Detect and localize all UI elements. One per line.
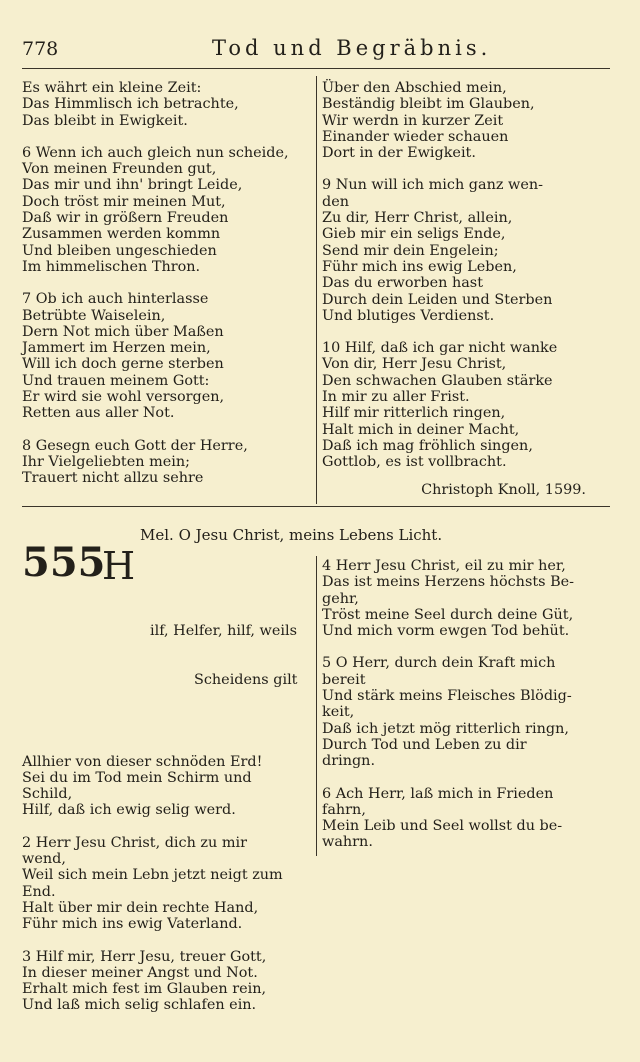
verse-line: Schild, <box>22 786 73 803</box>
verse-line: Weil sich mein Lebn jetzt neigt zum <box>22 867 283 884</box>
bottom-left-stanzas <box>22 754 314 1014</box>
verse-line: Führ mich ins ewig Vaterland. <box>22 916 243 933</box>
verse-line: Beständig bleibt im Glauben, <box>322 96 535 113</box>
verse-line: ilf, Helfer, hilf, weils <box>150 623 297 640</box>
verse-line: Das ist meins Herzens höchsts Be- <box>322 574 575 591</box>
verse-line: Dort in der Ewigkeit. <box>322 145 476 162</box>
header-rule <box>22 68 610 69</box>
verse-line: 8 Gesegn euch Gott der Herre, <box>22 437 248 454</box>
verse-line: Mein Leib und Seel wollst du be- <box>322 818 563 835</box>
column-divider <box>316 556 317 856</box>
verse-line: Zusammen werden kommn <box>22 226 221 243</box>
top-left-column <box>22 80 314 503</box>
verse-line: Gieb mir ein seligs Ende, <box>322 226 506 243</box>
verse-line: Hilf mir ritterlich ringen, <box>322 405 506 422</box>
verse-line: Durch Tod und Leben zu dir <box>322 736 527 753</box>
top-right-column <box>322 80 614 487</box>
verse-line: Führ mich ins ewig Leben, <box>322 258 517 275</box>
verse-line: den <box>322 193 349 210</box>
verse-line: Trauert nicht allzu sehre <box>22 470 204 487</box>
stanza <box>322 558 614 639</box>
verse-line: In mir zu aller Frist. <box>322 389 470 406</box>
verse-line: Das du erworben hast <box>322 275 483 292</box>
verse-line: Von dir, Herr Jesu Christ, <box>322 356 507 373</box>
verse-line: Zu dir, Herr Christ, allein, <box>322 210 513 227</box>
running-title: Tod und Begräbnis. <box>212 36 492 60</box>
verse-line: 9 Nun will ich mich ganz wen- <box>322 177 543 194</box>
verse-line: Send mir dein Engelein; <box>322 242 499 259</box>
verse-line: Von meinen Freunden gut, <box>22 161 217 178</box>
verse-line: 5 O Herr, durch dein Kraft mich <box>322 655 556 672</box>
verse-line: Und bleiben ungeschieden <box>22 242 217 259</box>
verse-line: 3 Hilf mir, Herr Jesu, treuer Gott, <box>22 948 267 965</box>
verse-line: Betrübte Waiselein, <box>22 307 166 324</box>
verse-line: Jammert im Herzen mein, <box>22 340 211 357</box>
verse-line: Wir werdn in kurzer Zeit <box>322 112 504 129</box>
verse-line: Einander wieder schauen <box>322 128 509 145</box>
verse-line: Daß ich mag fröhlich singen, <box>322 437 533 454</box>
verse-line: 10 Hilf, daß ich gar nicht wanke <box>322 340 558 357</box>
verse-line: Und trauen meinem Gott: <box>22 372 210 389</box>
stanza <box>22 80 314 129</box>
verse-line: Und laß mich selig schlafen ein. <box>22 997 257 1014</box>
verse-line: Scheidens gilt <box>194 672 298 689</box>
verse-line: Will ich doch gerne sterben <box>22 356 224 373</box>
verse-line: Im himmelischen Thron. <box>22 258 201 275</box>
verse-line: Über den Abschied mein, <box>322 80 507 96</box>
verse-line: Gottlob, es ist vollbracht. <box>322 454 507 471</box>
verse-line: Das Himmlisch ich betrachte, <box>22 96 239 113</box>
stanza <box>22 754 314 819</box>
verse-line: Das bleibt in Ewigkeit. <box>22 112 188 129</box>
drop-cap: H <box>102 544 136 588</box>
verse-line: keit, <box>322 704 355 721</box>
verse-line: Und stärk meins Fleisches Blödig- <box>322 688 572 705</box>
bottom-left-column <box>22 558 314 1062</box>
verse-line: Doch tröst mir meinen Mut, <box>22 193 226 210</box>
verse-line: Allhier von dieser schnöden Erd! <box>22 753 263 770</box>
verse-line: wahrn. <box>322 834 373 851</box>
verse-line: Daß ich jetzt mög ritterlich ringn, <box>322 720 569 737</box>
stanza <box>22 949 314 1014</box>
verse-line: 4 Herr Jesu Christ, eil zu mir her, <box>322 558 566 574</box>
verse-line: 2 Herr Jesu Christ, dich zu mir <box>22 834 247 851</box>
verse-line: Sei du im Tod mein Schirm und <box>22 769 252 786</box>
section-rule <box>22 506 610 507</box>
page-header <box>22 34 610 64</box>
stanza <box>322 340 614 470</box>
stanza <box>22 438 314 487</box>
verse-line: Den schwachen Glauben stärke <box>322 372 553 389</box>
verse-line: Er wird sie wohl versorgen, <box>22 389 225 406</box>
stanza <box>22 291 314 421</box>
verse-line: 7 Ob ich auch hinterlasse <box>22 291 209 308</box>
verse-line: Es währt ein kleine Zeit: <box>22 80 202 96</box>
verse-line: Erhalt mich fest im Glauben rein, <box>22 981 267 998</box>
stanza <box>322 786 614 851</box>
stanza <box>22 835 314 933</box>
stanza <box>322 655 614 769</box>
verse-line: Und blutiges Verdienst. <box>322 307 495 324</box>
column-divider <box>316 76 317 504</box>
verse-line: Ihr Vielgeliebten mein; <box>22 453 190 470</box>
verse-line: Hilf, daß ich ewig selig werd. <box>22 802 236 819</box>
hymn-number: 555 <box>22 539 106 586</box>
verse-line: Halt mich in deiner Macht, <box>322 421 520 438</box>
verse-line: Dern Not mich über Maßen <box>22 323 224 340</box>
verse-line: 6 Ach Herr, laß mich in Frieden <box>322 785 554 802</box>
verse-line: gehr, <box>322 590 359 607</box>
verse-line: Durch dein Leiden und Sterben <box>322 291 553 308</box>
verse-line: End. <box>22 883 56 900</box>
verse-line: bereit <box>322 671 366 688</box>
verse-line: dringn. <box>322 753 376 770</box>
verse-line: Daß wir in größern Freuden <box>22 210 229 227</box>
verse-line: wend, <box>22 851 66 868</box>
hymn-first-lines <box>22 591 314 721</box>
verse-line: Das mir und ihn' bringt Leide, <box>22 177 243 194</box>
stanza <box>22 145 314 275</box>
verse-line: fahrn, <box>322 801 366 818</box>
stanza <box>322 177 614 324</box>
verse-line: Tröst meine Seel durch deine Güt, <box>322 606 574 623</box>
verse-line: 6 Wenn ich auch gleich nun scheide, <box>22 144 289 161</box>
stanza <box>322 80 614 161</box>
verse-line: In dieser meiner Angst und Not. <box>22 964 258 981</box>
verse-line: Und mich vorm ewgen Tod behüt. <box>322 623 570 640</box>
hymn-author: Christoph Knoll, 1599. <box>421 482 586 498</box>
bottom-right-column <box>322 558 614 867</box>
verse-line: Retten aus aller Not. <box>22 405 175 422</box>
melody-line: Mel. O Jesu Christ, meins Lebens Licht. <box>140 526 443 544</box>
verse-line: Halt über mir dein rechte Hand, <box>22 899 259 916</box>
page-number: 778 <box>22 38 59 60</box>
